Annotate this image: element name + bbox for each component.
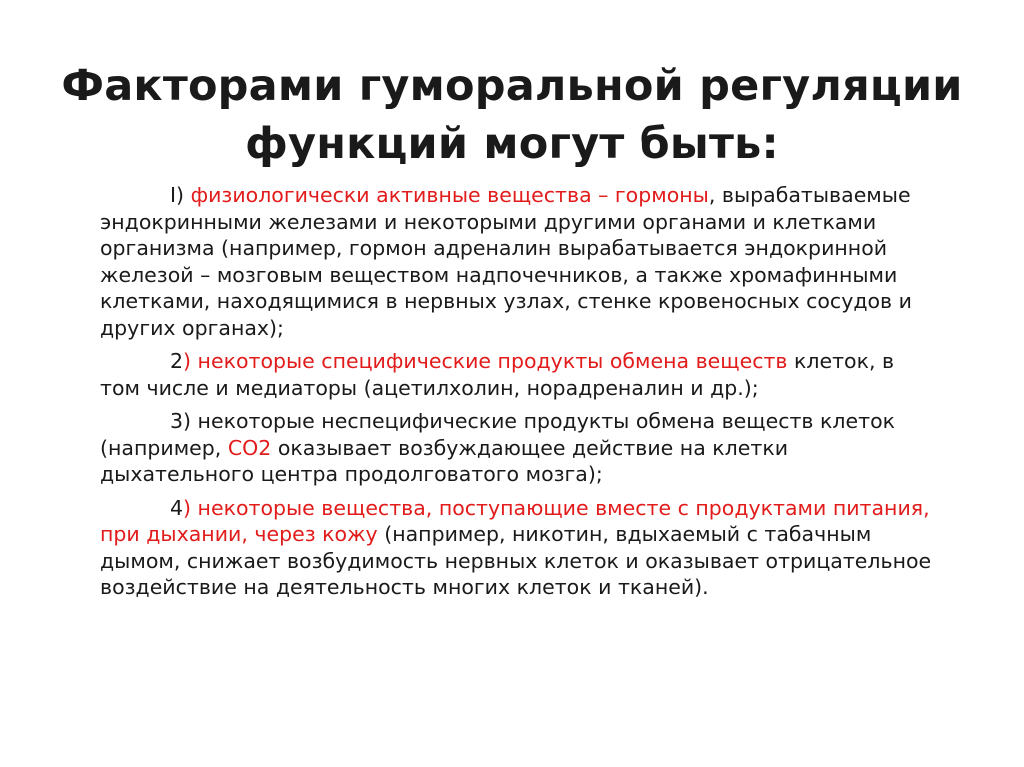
item-4-text: (например, никотин, вдыхаемый с табачным дымом, снижает возбудимость нервных клеток и оказывает отрицательное воздействие на деятельность многих клеток и тканей).: [100, 522, 932, 599]
list-item-4: [100, 495, 936, 601]
slide-body: [100, 182, 936, 608]
item-3-marker: 3) некоторые неспецифические продукты обмена веществ клеток (например,: [100, 409, 895, 460]
item-1-highlight: физиологически активные вещества – гормоны: [190, 183, 709, 207]
title-line-2: функций могут быть:: [245, 118, 779, 169]
list-item-2: [100, 348, 936, 401]
title-line-1: Факторами гуморальной регуляции: [61, 60, 963, 111]
item-1-marker: I): [170, 183, 185, 207]
item-1-text: , вырабатываемые эндокринными железами и некоторыми другими органами и клетками организма (например, гормон адреналин вырабатывается эндокринной железой – мозговым веществом надпочечников, а также хромафинными клетками, находящимися в нервных узлах, стенке кровеносных сосудов и других органах);: [100, 183, 912, 340]
list-item-1: [100, 182, 936, 341]
item-4-highlight: ) некоторые вещества, поступающие вместе с продуктами питания, при дыхании, через кожу: [100, 495, 930, 546]
item-2-text: клеток, в том числе и медиаторы (ацетилхолин, норадреналин и др.);: [100, 349, 895, 400]
item-4-marker: 4: [170, 495, 184, 520]
slide-title: [40, 57, 984, 173]
item-3-text: оказывает возбуждающее действие на клетки дыхательного центра продолговатого мозга);: [100, 435, 789, 486]
item-2-marker: 2: [170, 349, 184, 373]
list-item-3: [100, 408, 936, 488]
item-2-highlight: ) некоторые специфические продукты обмена веществ: [183, 349, 788, 373]
item-3-highlight: СО2: [227, 435, 272, 460]
